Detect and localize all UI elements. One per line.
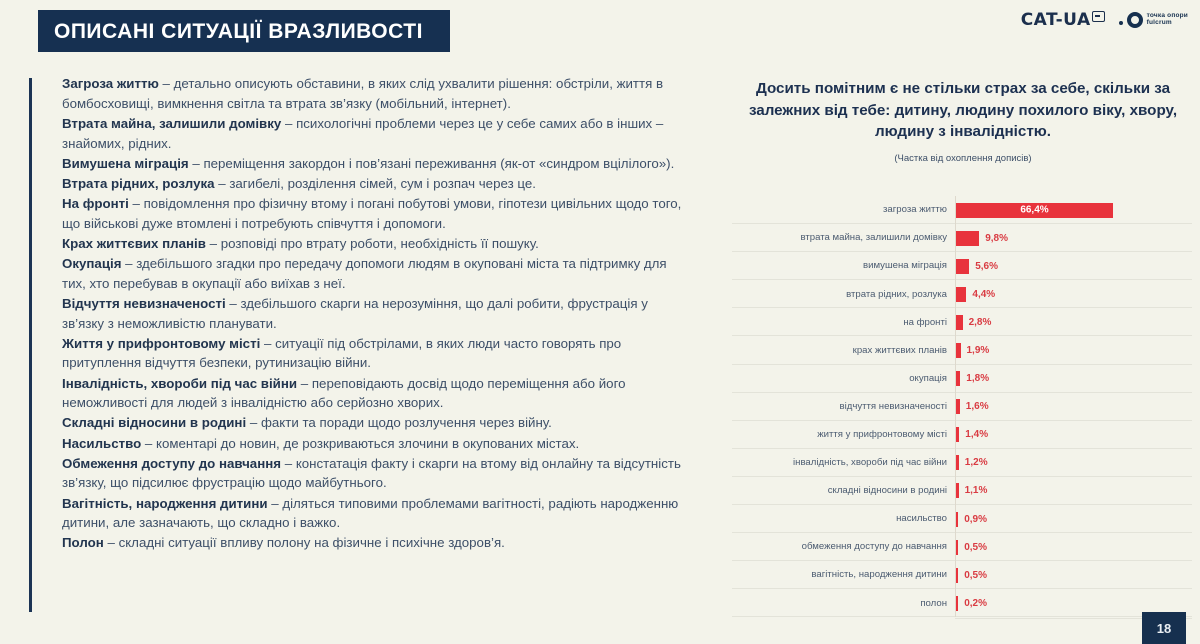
fulcrum-logo-words — [1147, 13, 1188, 27]
chart-subtitle: (Частка від охоплення дописів) — [894, 152, 1032, 164]
logo-area — [1021, 10, 1188, 30]
chart-row — [732, 505, 1192, 533]
chart-bar-value: 1,6% — [965, 401, 989, 413]
chart-bar — [956, 315, 963, 330]
chart-bar-value: 0,5% — [964, 541, 987, 553]
chart-bar-value: 0,2% — [964, 597, 987, 609]
chart-row — [732, 252, 1192, 280]
page-number-badge: 18 — [1142, 612, 1186, 644]
chart-bar — [956, 427, 959, 442]
definition-entry — [62, 194, 687, 233]
chart-row — [732, 533, 1192, 561]
vulnerability-bar-chart — [732, 196, 1192, 618]
definition-term: На фронті — [62, 196, 129, 212]
fulcrum-logo — [1119, 12, 1188, 28]
chart-category-label: окупація — [909, 372, 947, 384]
chart-category-label: крах життєвих планів — [852, 344, 947, 356]
chart-row — [732, 336, 1192, 364]
definition-entry — [62, 174, 687, 194]
chart-bar-value: 1,2% — [964, 457, 988, 469]
chart-row — [732, 561, 1192, 589]
chart-bar-value: 5,6% — [975, 260, 998, 272]
definition-term: Втрата майна, залишили домівку — [62, 115, 282, 131]
definitions-list — [62, 74, 687, 554]
definition-description: – коментарі до новин, де розкриваються злочини в окупованих містах. — [141, 435, 580, 451]
chart-bar — [956, 455, 959, 470]
chart-bar — [956, 203, 1113, 218]
chart-category-label: загроза життю — [883, 204, 947, 216]
left-accent-rule — [29, 78, 32, 612]
chart-bar-value: 9,8% — [985, 232, 1008, 244]
definition-entry — [62, 494, 687, 533]
definition-term: Вагітність, народження дитини — [62, 495, 268, 511]
chart-bar-value: 1,8% — [966, 373, 990, 385]
definition-term: Життя у прифронтовому місті — [62, 335, 261, 351]
chart-bar-value: 0,9% — [964, 513, 987, 525]
chart-bar-zone — [955, 252, 1192, 280]
slide-title-banner — [38, 10, 450, 52]
chart-bar-zone — [955, 561, 1192, 589]
page-title: ОПИСАНІ СИТУАЦІЇ ВРАЗЛИВОСТІ — [54, 19, 423, 43]
definition-entry — [62, 74, 687, 113]
definition-description: – переповідають досвід щодо переміщення або його неможливості для людей з інвалідністю або серйозно хворих. — [62, 375, 626, 411]
chart-bar-zone — [955, 477, 1192, 505]
definition-term: Складні відносини в родині — [62, 415, 247, 431]
chart-bar — [956, 568, 958, 583]
definition-description: – розповіді про втрату роботи, необхідність її пошуку. — [205, 235, 539, 251]
chart-bar — [956, 371, 960, 386]
definition-description: – здебільшого згадки про передачу допомоги людям в окуповані міста та підтримку для тих, хто перебував в окупації або виїхав з неї. — [62, 256, 667, 291]
chart-bar — [956, 540, 958, 555]
chart-bar-zone — [955, 421, 1192, 449]
chart-bar-zone — [955, 449, 1192, 477]
chart-row — [732, 393, 1192, 421]
definition-term: Полон — [62, 535, 104, 551]
fulcrum-logo-line1: точка опори — [1146, 12, 1188, 20]
chart-category-label: складні відносини в родині — [827, 485, 947, 497]
definition-entry — [62, 454, 687, 493]
chart-row — [732, 280, 1192, 308]
chart-bar-zone — [955, 505, 1192, 533]
cat-ua-logo — [1021, 10, 1105, 30]
chart-category-label: інвалідність, хвороби під час війни — [793, 457, 947, 469]
chart-category-label: насильство — [896, 513, 947, 525]
fulcrum-logo-line2: fulcrum — [1146, 19, 1172, 26]
definition-term: Крах життєвих планів — [62, 235, 206, 251]
definition-entry — [62, 533, 687, 553]
chart-row — [732, 196, 1192, 224]
chart-category-label: полон — [920, 597, 947, 609]
definition-term: Загроза життю — [62, 76, 159, 91]
chart-bar-zone — [955, 533, 1192, 561]
chart-bar — [956, 399, 960, 414]
chart-row — [732, 308, 1192, 336]
definition-description: – факти та поради щодо розлучення через війну. — [246, 415, 552, 431]
definition-entry — [62, 114, 687, 153]
chart-bar-zone — [955, 196, 1192, 224]
chart-bar-zone — [955, 308, 1192, 336]
definition-description: – переміщення закордон і пов’язані переживання (як-от «синдром вцілілого»). — [188, 155, 675, 171]
definition-term: Насильство — [62, 435, 142, 451]
definition-entry — [62, 413, 687, 433]
definition-entry — [62, 254, 687, 293]
cat-ua-badge-icon — [1092, 11, 1105, 22]
chart-bar-zone — [955, 280, 1192, 308]
chart-bar — [956, 343, 961, 358]
chart-bar — [956, 287, 966, 302]
fulcrum-dot-icon — [1119, 21, 1123, 25]
chart-row — [732, 421, 1192, 449]
definition-term: Відчуття невизначеності — [62, 295, 226, 311]
definition-term: Втрата рідних, розлука — [62, 175, 215, 191]
definition-description: – констатація факту і скарги на втому від онлайну та відсутність зв’язку, що підсилює фрустрацію щодо майбутнього. — [62, 455, 681, 491]
chart-row — [732, 224, 1192, 252]
definition-entry — [62, 294, 687, 333]
chart-bar-value: 1,9% — [966, 345, 990, 357]
chart-bar-zone — [955, 224, 1192, 252]
chart-bar-zone — [955, 393, 1192, 421]
definition-term: Обмеження доступу до навчання — [62, 455, 282, 471]
chart-title: Досить помітним є не стільки страх за себе, скільки за залежних від тебе: дитину, людину похилого віку, хвору, людину з інвалідністю. — [748, 80, 1178, 141]
definition-description: – ситуації під обстрілами, в яких люди часто говорять про притуплення відчуття безпеки, рутинизацію війни. — [62, 335, 622, 371]
chart-bar-zone — [955, 365, 1192, 393]
chart-header — [732, 78, 1194, 164]
chart-bar-value: 1,4% — [965, 429, 989, 441]
chart-bar-value: 2,8% — [968, 316, 992, 328]
chart-bar-zone — [955, 336, 1192, 364]
chart-category-label: втрата майна, залишили домівку — [800, 232, 947, 244]
chart-row — [732, 449, 1192, 477]
definition-entry — [62, 234, 687, 254]
definition-description: – складні ситуації впливу полону на фізичне і психічне здоров’я. — [103, 535, 505, 551]
chart-bar — [956, 596, 958, 611]
chart-bar — [956, 231, 979, 246]
chart-bar-value: 4,4% — [972, 288, 996, 300]
chart-bar — [956, 259, 969, 274]
chart-category-label: відчуття невизначеності — [839, 400, 947, 412]
cat-ua-logo-text: CAT-UA — [1020, 10, 1091, 30]
chart-bar — [956, 483, 959, 498]
chart-category-label: життя у прифронтовому місті — [817, 429, 947, 440]
chart-bar-value: 1,1% — [964, 485, 988, 497]
chart-category-label: вимушена міграція — [862, 260, 947, 272]
chart-bar-value: 0,5% — [964, 569, 987, 581]
definition-entry — [62, 334, 687, 373]
chart-category-label: вагітність, народження дитини — [811, 569, 947, 581]
definition-description: – загибелі, розділення сімей, сум і розпач через це. — [214, 175, 536, 191]
definition-description: – психологічні проблеми через це у себе самих або в інших – знайомих, рідних. — [62, 115, 664, 151]
definition-description: – діляться типовими проблемами вагітності, радіють народженню дитини, але зазначають, що складно і важко. — [62, 495, 679, 531]
definition-description: – повідомлення про фізичну втому і погані побутові умови, гіпотези цивільних щодо того, що військові дуже втомлені і потребують співчуття і допомоги. — [62, 196, 682, 231]
chart-category-label: обмеження доступу до навчання — [801, 541, 947, 553]
chart-row — [732, 589, 1192, 617]
definition-entry — [62, 374, 687, 413]
chart-row — [732, 365, 1192, 393]
definition-description: – детально описують обставини, в яких слід ухвалити рішення: обстріли, життя в бомбосховищі, вимкнення світла та втрата зв’язку (мобільний, інтернет). — [62, 76, 664, 111]
chart-row — [732, 477, 1192, 505]
definition-description: – здебільшого скарги на нерозуміння, що далі робити, фрустрація у зв’язку з неможливістю планувати. — [62, 295, 648, 331]
chart-category-label: на фронті — [903, 316, 947, 328]
definition-entry — [62, 434, 687, 454]
chart-category-label: втрата рідних, розлука — [846, 288, 947, 300]
chart-bar-value: 66,4% — [1020, 204, 1049, 216]
definition-term: Інвалідність, хвороби під час війни — [62, 375, 298, 391]
definition-term: Вимушена міграція — [62, 155, 189, 171]
chart-bar — [956, 512, 958, 527]
fulcrum-ring-icon — [1127, 12, 1143, 28]
definition-term: Окупація — [62, 256, 122, 272]
definition-entry — [62, 154, 687, 174]
